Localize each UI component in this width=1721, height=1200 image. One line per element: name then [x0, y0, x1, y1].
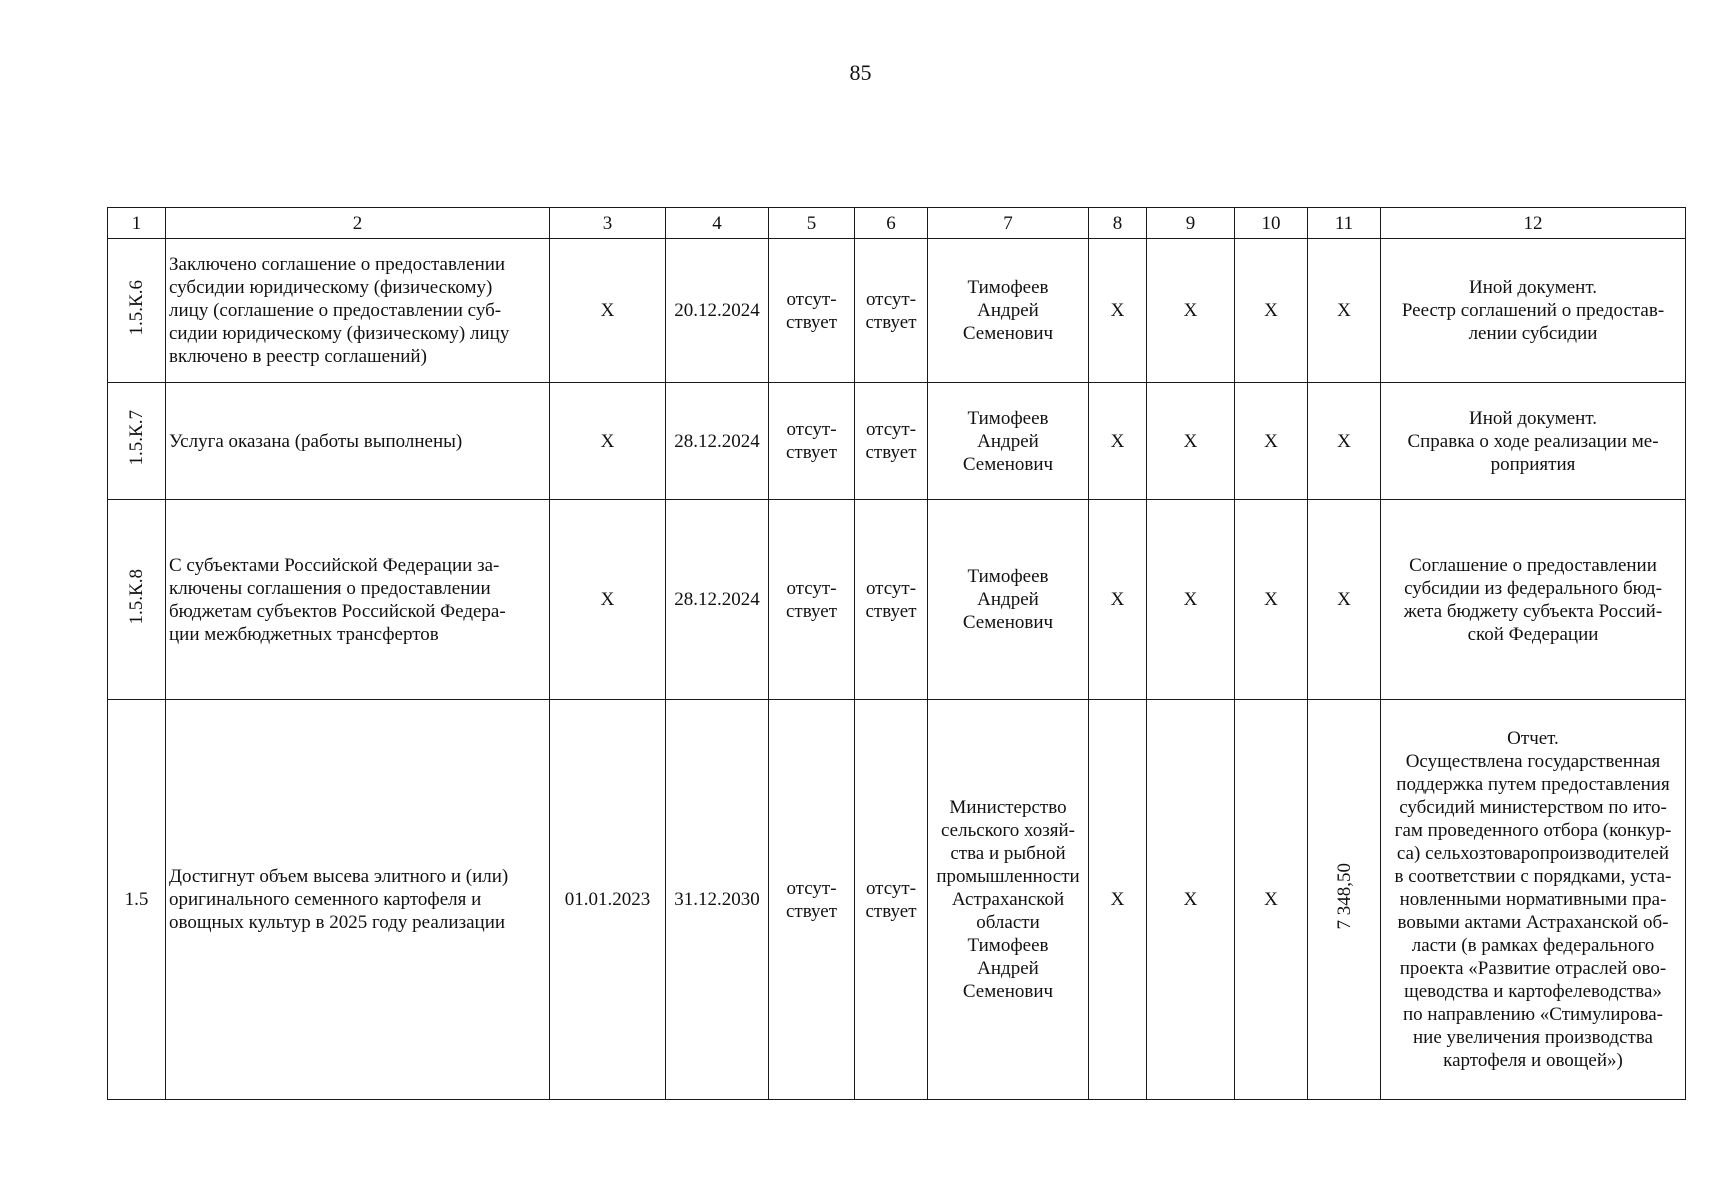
document-text: Иной документ. Реестр соглашений о предостав- лении субсидии	[1401, 277, 1665, 344]
col9-cell: X	[1147, 383, 1235, 500]
end-date-cell: 28.12.2024	[666, 383, 769, 500]
start-date-cell: X	[550, 500, 666, 700]
col10-cell: X	[1235, 239, 1308, 383]
row-description: С субъектами Российской Федерации за- ключены соглашения о предоставлении бюджетам субъектов Российской Федера- ции межбюджетных трансфертов	[169, 554, 506, 645]
header-cell: 6	[855, 208, 928, 239]
col11-cell	[1308, 700, 1381, 1100]
row-description: Заключено соглашение о предоставлении субсидии юридическому (физическому) лицу (соглашение о предоставлении суб- сидии юридическому (физическому) лицу включено в реестр соглашений)	[169, 254, 510, 367]
end-date-cell: 31.12.2030	[666, 700, 769, 1100]
col5-text: отсут- ствует	[785, 577, 838, 622]
header-cell: 9	[1147, 208, 1235, 239]
header-cell: 10	[1235, 208, 1308, 239]
col10-cell: X	[1235, 700, 1308, 1100]
description-cell	[166, 500, 550, 700]
table-row	[108, 239, 1686, 383]
col8-cell: X	[1089, 500, 1147, 700]
header-cell: 4	[666, 208, 769, 239]
responsible-text: Тимофеев Андрей Семенович	[962, 566, 1054, 633]
table-row	[108, 700, 1686, 1100]
responsible-text: Министерство сельского хозяй- ства и рыбной промышленности Астраханской области Тимофеев Андрей Семенович	[936, 797, 1080, 1002]
row-id-cell	[108, 239, 166, 383]
col9-cell: X	[1147, 239, 1235, 383]
header-cell: 3	[550, 208, 666, 239]
page-number: 85	[849, 60, 872, 85]
document-text: Соглашение о предоставлении субсидии из федерального бюд- жета бюджету субъекта Россий- ской Федерации	[1403, 554, 1663, 645]
document-text: Отчет. Осуществлена государственная поддержка путем предоставления субсидий министерством по ито- гам проведенного отбора (конкур- са) сельхозтоваропроизводителей в соответствии с порядками, уста- новленными нормативными пра- вовыми актами Астраханской об- ласти (в рамках федерального проекта «Развитие отраслей ово- щеводства и картофелеводства» по направлению «Стимулирова- ние увеличения производства картофеля и овощей»)	[1394, 728, 1672, 1071]
table-row	[108, 500, 1686, 700]
header-cell: 11	[1308, 208, 1381, 239]
col8-cell: X	[1089, 700, 1147, 1100]
col8-cell: X	[1089, 239, 1147, 383]
col11-cell: X	[1308, 500, 1381, 700]
row-id: 1.5.К.6	[126, 279, 147, 336]
col5-text: отсут- ствует	[785, 288, 838, 333]
responsible-cell	[928, 383, 1089, 500]
col6-text: отсут- ствует	[865, 877, 917, 922]
col9-cell: X	[1147, 700, 1235, 1100]
document-cell	[1381, 700, 1686, 1100]
col5-cell	[769, 700, 855, 1100]
document-cell	[1381, 500, 1686, 700]
row-id-cell	[108, 383, 166, 500]
responsible-cell	[928, 700, 1089, 1100]
header-cell: 12	[1381, 208, 1686, 239]
col5-cell	[769, 383, 855, 500]
header-cell: 2	[166, 208, 550, 239]
col6-cell	[855, 239, 928, 383]
plan-table	[107, 207, 1686, 1100]
col10-cell: X	[1235, 500, 1308, 700]
start-date-cell: 01.01.2023	[550, 700, 666, 1100]
responsible-text: Тимофеев Андрей Семенович	[962, 407, 1054, 475]
col11-cell: X	[1308, 239, 1381, 383]
document-text: Иной документ. Справка о ходе реализации ме- роприятия	[1407, 407, 1659, 475]
responsible-cell	[928, 239, 1089, 383]
col5-cell	[769, 500, 855, 700]
col6-text: отсут- ствует	[865, 288, 917, 333]
col6-cell	[855, 383, 928, 500]
col6-text: отсут- ствует	[865, 577, 917, 622]
responsible-text: Тимофеев Андрей Семенович	[962, 277, 1054, 344]
document-cell	[1381, 239, 1686, 383]
col5-text: отсут- ствует	[785, 419, 838, 463]
col6-cell	[855, 700, 928, 1100]
header-cell: 5	[769, 208, 855, 239]
header-cell: 7	[928, 208, 1089, 239]
col6-cell	[855, 500, 928, 700]
start-date-cell: X	[550, 383, 666, 500]
responsible-cell	[928, 500, 1089, 700]
description-cell	[166, 700, 550, 1100]
start-date-cell: X	[550, 239, 666, 383]
document-cell	[1381, 383, 1686, 500]
row-description: Услуга оказана (работы выполнены)	[169, 430, 463, 452]
description-cell	[166, 239, 550, 383]
row-description: Достигнут объем высева элитного и (или) оригинального семенного картофеля и овощных культур в 2025 году реализации	[169, 866, 509, 933]
table-header-row	[108, 208, 1686, 239]
row-id-cell	[108, 700, 166, 1100]
col6-text: отсут- ствует	[865, 419, 917, 463]
end-date-cell: 28.12.2024	[666, 500, 769, 700]
col11-cell: X	[1308, 383, 1381, 500]
end-date-cell: 20.12.2024	[666, 239, 769, 383]
funding-value: 7 348,50	[1333, 863, 1355, 930]
row-id: 1.5.К.7	[126, 410, 147, 466]
table-row	[108, 383, 1686, 500]
header-cell: 8	[1089, 208, 1147, 239]
col5-text: отсут- ствует	[785, 877, 838, 922]
col8-cell: X	[1089, 383, 1147, 500]
description-cell	[166, 383, 550, 500]
row-id: 1.5.К.8	[126, 568, 147, 625]
col10-cell: X	[1235, 383, 1308, 500]
col5-cell	[769, 239, 855, 383]
col9-cell: X	[1147, 500, 1235, 700]
header-cell: 1	[108, 208, 166, 239]
row-id-cell	[108, 500, 166, 700]
row-id: 1.5	[124, 889, 149, 910]
